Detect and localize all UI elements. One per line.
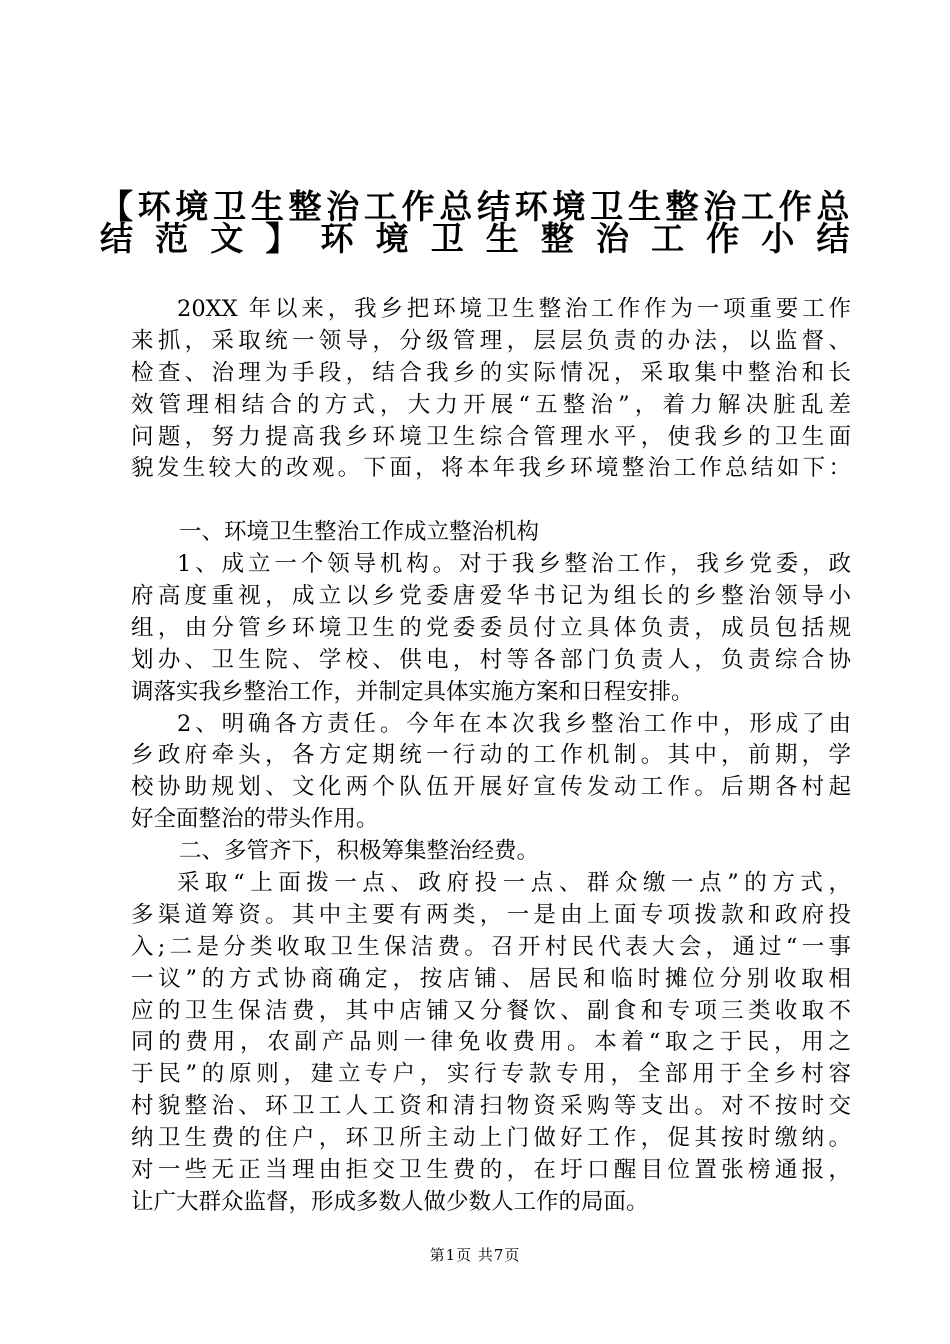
text-line: 府高度重视，成立以乡党委唐爱华书记为组长的乡整治领导小: [131, 583, 851, 610]
text-line: 检查、治理为手段，结合我乡的实际情况，采取集中整治和长: [131, 359, 851, 386]
text-line: 让广大群众监督，形成多数人做少数人工作的局面。: [131, 1188, 649, 1215]
text-line: 来抓，采取统一领导，分级管理，层层负责的办法，以监督、: [131, 327, 851, 354]
text-line: 组，由分管乡环境卫生的党委委员付立具体负责，成员包括规: [131, 614, 851, 641]
text-line: 校协助规划、文化两个队伍开展好宣传发动工作。后期各村起: [131, 774, 851, 801]
text-line: 问题，努力提高我乡环境卫生综合管理水平，使我乡的卫生面: [131, 423, 851, 450]
text-line: 于民”的原则，建立专户，实行专款专用，全部用于全乡村容: [131, 1061, 851, 1088]
page-number-footer: 第1页 共7页: [429, 1246, 521, 1264]
text-line: 纳卫生费的住户，环卫所主动上门做好工作，促其按时缴纳。: [131, 1125, 851, 1152]
section-heading-2: 二、多管齐下，积极筹集整治经费。: [179, 838, 540, 865]
title-line-1: 【环境卫生整治工作总结环境卫生整治工作总: [100, 187, 850, 226]
text-line: 貌发生较大的改观。下面，将本年我乡环境整治工作总结如下：: [131, 455, 851, 482]
text-line: 对一些无正当理由拒交卫生费的，在圩口醒目位置张榜通报，: [131, 1157, 851, 1184]
text-line: 20XX 年以来，我乡把环境卫生整治工作作为一项重要工作: [177, 296, 851, 322]
text-line: 入;二是分类收取卫生保洁费。召开村民代表大会，通过“一事: [131, 933, 851, 960]
text-line: 划办、卫生院、学校、供电，村等各部门负责人，负责综合协: [131, 646, 851, 673]
funding-paragraph: [131, 868, 851, 1219]
text-line: 同的费用，农副产品则一律免收费用。本着“取之于民，用之: [131, 1029, 851, 1056]
text-line: 多渠道筹资。其中主要有两类，一是由上面专项拨款和政府投: [131, 901, 851, 928]
document-title: [100, 178, 850, 258]
text-line: 1、成立一个领导机构。对于我乡整治工作，我乡党委，政: [177, 551, 851, 578]
text-line: 应的卫生保洁费，其中店铺又分餐饮、副食和专项三类收取不: [131, 997, 851, 1024]
item-2-paragraph: [131, 709, 851, 837]
item-1-paragraph: [131, 549, 851, 708]
text-line: 乡政府牵头，各方定期统一行动的工作机制。其中，前期，学: [131, 742, 851, 769]
title-line-2: 结范文】环境卫生整治工作小结: [100, 218, 850, 258]
text-line: 一议”的方式协商确定，按店铺、居民和临时摊位分别收取相: [131, 965, 851, 992]
text-line: 2、明确各方责任。今年在本次我乡整治工作中，形成了由: [177, 710, 851, 737]
document-body: [131, 294, 851, 1219]
text-line: 采取“上面拨一点、政府投一点、群众缴一点”的方式，: [177, 870, 851, 897]
intro-paragraph: [131, 294, 851, 485]
paragraph-gap: [131, 485, 851, 517]
text-line: 效管理相结合的方式，大力开展“五整治”，着力解决脏乱差: [131, 391, 851, 418]
section-heading-1: 一、环境卫生整治工作成立整治机构: [179, 519, 540, 546]
text-line: 调落实我乡整治工作，并制定具体实施方案和日程安排。: [131, 678, 694, 705]
text-line: 村貌整治、环卫工人工资和清扫物资采购等支出。对不按时交: [131, 1093, 851, 1120]
text-line: 好全面整治的带头作用。: [131, 806, 379, 833]
